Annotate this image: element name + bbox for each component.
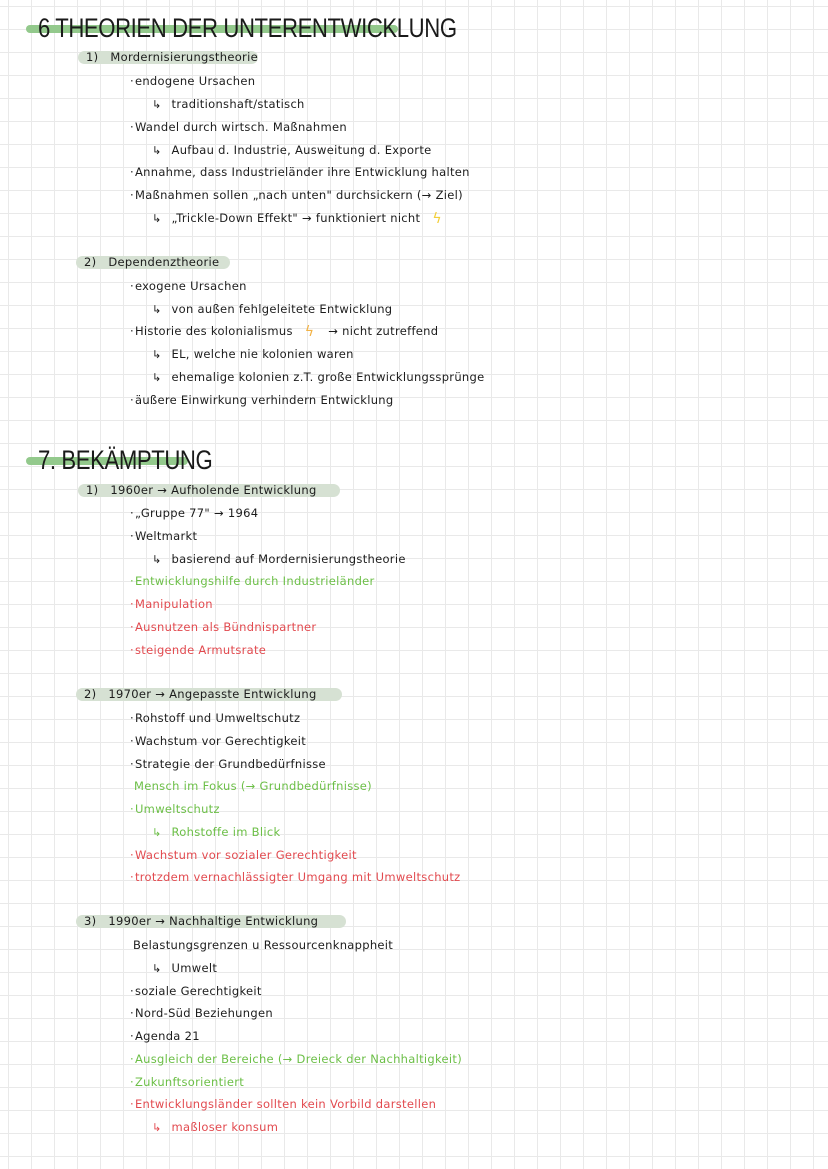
- list-item: · Wachstum vor Gerechtigkeit: [130, 734, 306, 748]
- list-item-pro: ↳ Rohstoffe im Blick: [152, 825, 281, 839]
- list-item-pro: · Entwicklungshilfe durch Industrieländer: [130, 574, 375, 588]
- list-item: · soziale Gerechtigkeit: [130, 984, 262, 998]
- sub-arrow-icon: ↳: [152, 144, 162, 157]
- theory-1-title: Mordernisierungstheorie: [110, 50, 258, 64]
- sub-arrow-icon: ↳: [152, 371, 162, 384]
- list-item: · Annahme, dass Industrieländer ihre Entwicklung halten: [130, 165, 470, 179]
- sub-arrow-icon: ↳: [152, 348, 162, 361]
- phase-1-heading: 1) 1960er → Aufholende Entwicklung: [86, 483, 317, 497]
- list-item-pro: · Ausgleich der Bereiche (→ Dreieck der Nachhaltigkeit): [130, 1052, 462, 1066]
- list-item: ↳ Aufbau d. Industrie, Ausweitung d. Exporte: [152, 143, 432, 157]
- sub-arrow-icon: ↳: [152, 303, 162, 316]
- list-item-pro: Mensch im Fokus (→ Grundbedürfnisse): [134, 779, 372, 793]
- list-item-pro: · Zukunftsorientiert: [130, 1075, 244, 1089]
- section-6-title: 6 THEORIEN DER UNTERENTWICKLUNG: [38, 13, 457, 43]
- theory-2-title: Dependenztheorie: [108, 255, 220, 269]
- lightning-bolt-icon: ϟ: [304, 324, 315, 340]
- list-item: · Historie des kolonialismus ϟ → nicht zutreffend: [130, 324, 438, 339]
- list-item: · Agenda 21: [130, 1029, 200, 1043]
- list-item: · Wandel durch wirtsch. Maßnahmen: [130, 120, 347, 134]
- list-item: · Nord-Süd Beziehungen: [130, 1006, 273, 1020]
- phase-3-title: 1990er → Nachhaltige Entwicklung: [108, 914, 319, 928]
- list-item-con: · Wachstum vor sozialer Gerechtigkeit: [130, 848, 357, 862]
- list-item: ↳ ehemalige kolonien z.T. große Entwicklungssprünge: [152, 370, 485, 384]
- list-item: · endogene Ursachen: [130, 74, 255, 88]
- list-item-pro: · Umweltschutz: [130, 802, 220, 816]
- list-item: · äußere Einwirkung verhindern Entwicklung: [130, 393, 394, 407]
- phase-1-title: 1960er → Aufholende Entwicklung: [110, 483, 317, 497]
- list-item: · Rohstoff und Umweltschutz: [130, 711, 300, 725]
- list-item-con: · trotzdem vernachlässigter Umgang mit Umweltschutz: [130, 870, 461, 884]
- sub-arrow-icon: ↳: [152, 826, 162, 839]
- phase-3-heading: 3) 1990er → Nachhaltige Entwicklung: [84, 914, 319, 928]
- list-item: · exogene Ursachen: [130, 279, 247, 293]
- list-item-con: · Manipulation: [130, 597, 213, 611]
- sub-arrow-icon: ↳: [152, 962, 162, 975]
- list-item: · Weltmarkt: [130, 529, 197, 543]
- list-item-con: · steigende Armutsrate: [130, 643, 266, 657]
- sub-arrow-icon: ↳: [152, 212, 162, 225]
- list-item: ↳ traditionshaft/statisch: [152, 97, 305, 111]
- list-item: ↳ EL, welche nie kolonien waren: [152, 347, 354, 361]
- theory-1-heading: 1) Mordernisierungstheorie: [86, 50, 258, 64]
- list-item: ↳ von außen fehlgeleitete Entwicklung: [152, 302, 393, 316]
- list-item: · „Gruppe 77" → 1964: [130, 506, 258, 520]
- phase-2-heading: 2) 1970er → Angepasste Entwicklung: [84, 687, 317, 701]
- sub-arrow-icon: ↳: [152, 553, 162, 566]
- list-item: ↳ Umwelt: [152, 961, 218, 975]
- phase-2-title: 1970er → Angepasste Entwicklung: [108, 687, 317, 701]
- list-item: · Maßnahmen sollen „nach unten" durchsickern (→ Ziel): [130, 188, 463, 202]
- theory-2-heading: 2) Dependenztheorie: [84, 255, 220, 269]
- list-item: ↳ „Trickle-Down Effekt" → funktioniert nicht ϟ: [152, 211, 442, 227]
- list-item-con: · Entwicklungsländer sollten kein Vorbild darstellen: [130, 1097, 436, 1111]
- list-item-con: ↳ maßloser konsum: [152, 1120, 279, 1134]
- lightning-bolt-icon: ϟ: [432, 211, 442, 227]
- list-item: · Strategie der Grundbedürfnisse: [130, 757, 326, 771]
- sub-arrow-icon: ↳: [152, 1121, 162, 1134]
- list-item: Belastungsgrenzen u Ressourcenknappheit: [133, 938, 394, 952]
- list-item-con: · Ausnutzen als Bündnispartner: [130, 620, 316, 634]
- list-item: ↳ basierend auf Mordernisierungstheorie: [152, 552, 406, 566]
- sub-arrow-icon: ↳: [152, 98, 162, 111]
- section-7-title: 7. BEKÄMPTUNG: [38, 445, 213, 475]
